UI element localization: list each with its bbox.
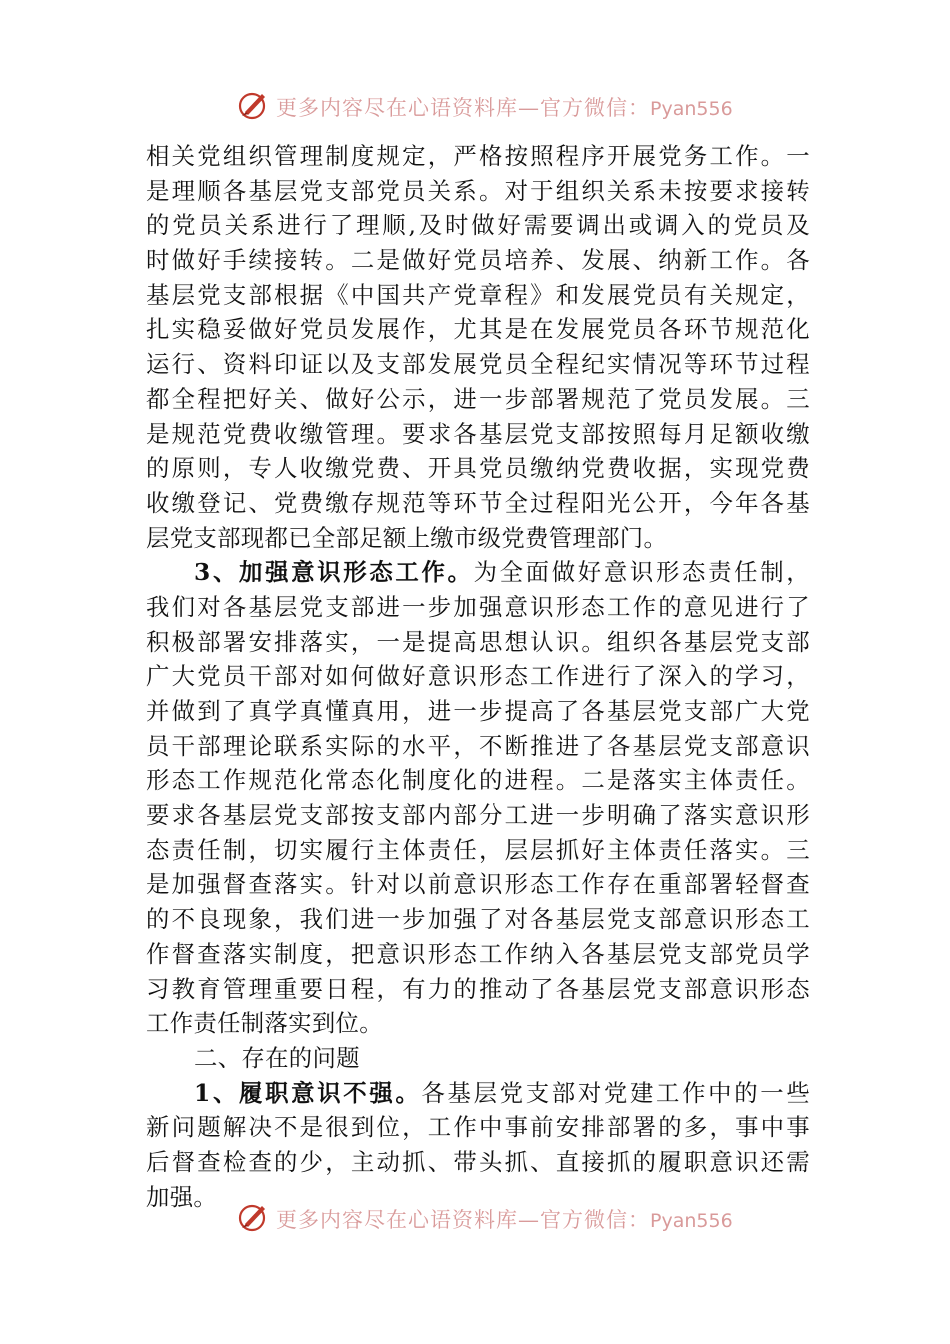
text-line: 加强。	[146, 1182, 218, 1211]
text-line: 相关党组织管理制度规定，严格按照程序开展党务工作。一	[146, 142, 810, 170]
text-line: 作督查落实制度，把意识形态工作纳入各基层党支部党员学	[146, 939, 810, 968]
text-line: 都全程把好关、做好公示，进一步部署规范了党员发展。三	[146, 384, 810, 413]
text-line: 收缴登记、党费缴存规范等环节全过程阳光公开，今年各基	[146, 488, 810, 517]
text-line: 是规范党费收缴管理。要求各基层党支部按照每月足额收缴	[146, 419, 810, 448]
text-line: 态责任制，切实履行主体责任，层层抓好主体责任落实。三	[146, 835, 810, 864]
watermark-banner-bottom	[0, 1202, 950, 1240]
text-line: 并做到了真学真懂真用，进一步提高了各基层党支部广大党	[146, 697, 810, 725]
text-line: 我们对各基层党支部进一步加强意识形态工作的意见进行了	[146, 592, 810, 621]
text-line: 基层党支部根据《中国共产党章程》和发展党员有关规定，	[146, 280, 810, 309]
text-line: 要求各基层党支部按支部内部分工进一步明确了落实意识形	[146, 801, 810, 830]
text-line: 形态工作规范化常态化制度化的进程。二是落实主体责任。	[146, 766, 810, 795]
section-title: 3、加强意识形态工作。	[194, 558, 474, 587]
watermark-text: 更多内容尽在心语资料库—官方微信：Pyan556	[276, 96, 733, 120]
text-line: 时做好手续接转。二是做好党员培养、发展、纳新工作。各	[146, 246, 810, 275]
watermark-banner-top	[0, 84, 950, 124]
pen-logo-icon	[236, 88, 270, 122]
text-line: 是理顺各基层党支部党员关系。对于组织关系未按要求接转	[146, 176, 810, 205]
text-line: 层党支部现都已全部足额上缴市级党费管理部门。	[146, 523, 668, 552]
section-heading: 二、存在的问题	[194, 1043, 360, 1072]
text-line: 广大党员干部对如何做好意识形态工作进行了深入的学习，	[146, 662, 810, 691]
problem-1-line: 1、履职意识不强。各基层党支部对党建工作中的一些	[194, 1078, 811, 1107]
watermark-text: 更多内容尽在心语资料库—官方微信：Pyan556	[276, 1208, 733, 1232]
document-body	[146, 139, 810, 1214]
text-line: 运行、资料印证以及支部发展党员全程纪实情况等环节过程	[146, 350, 810, 379]
pen-logo-icon	[236, 1202, 270, 1234]
text-line: 扎实稳妥做好党员发展作，尤其是在发展党员各环节规范化	[146, 315, 810, 344]
section-3-line: 3、加强意识形态工作。为全面做好意识形态责任制，	[194, 558, 810, 587]
text-line: 是加强督查落实。针对以前意识形态工作存在重部署轻督查	[146, 870, 810, 899]
text-line: 习教育管理重要日程，有力的推动了各基层党支部意识形态	[146, 974, 810, 1003]
text-line: 的不良现象，我们进一步加强了对各基层党支部意识形态工	[146, 905, 810, 934]
text-line: 工作责任制落实到位。	[146, 1009, 383, 1038]
text-line: 后督查检查的少，主动抓、带头抓、直接抓的履职意识还需	[146, 1147, 810, 1176]
problem-title: 1、履职意识不强。	[194, 1078, 422, 1107]
text-line: 的原则，专人收缴党费、开具党员缴纳党费收据，实现党费	[146, 454, 810, 483]
text-line: 员干部理论联系实际的水平，不断推进了各基层党支部意识	[146, 731, 810, 760]
text-line: 的党员关系进行了理顺,及时做好需要调出或调入的党员及	[146, 211, 810, 240]
text-line: 积极部署安排落实，一是提高思想认识。组织各基层党支部	[146, 627, 810, 656]
text-line: 新问题解决不是很到位，工作中事前安排部署的多，事中事	[146, 1113, 810, 1142]
